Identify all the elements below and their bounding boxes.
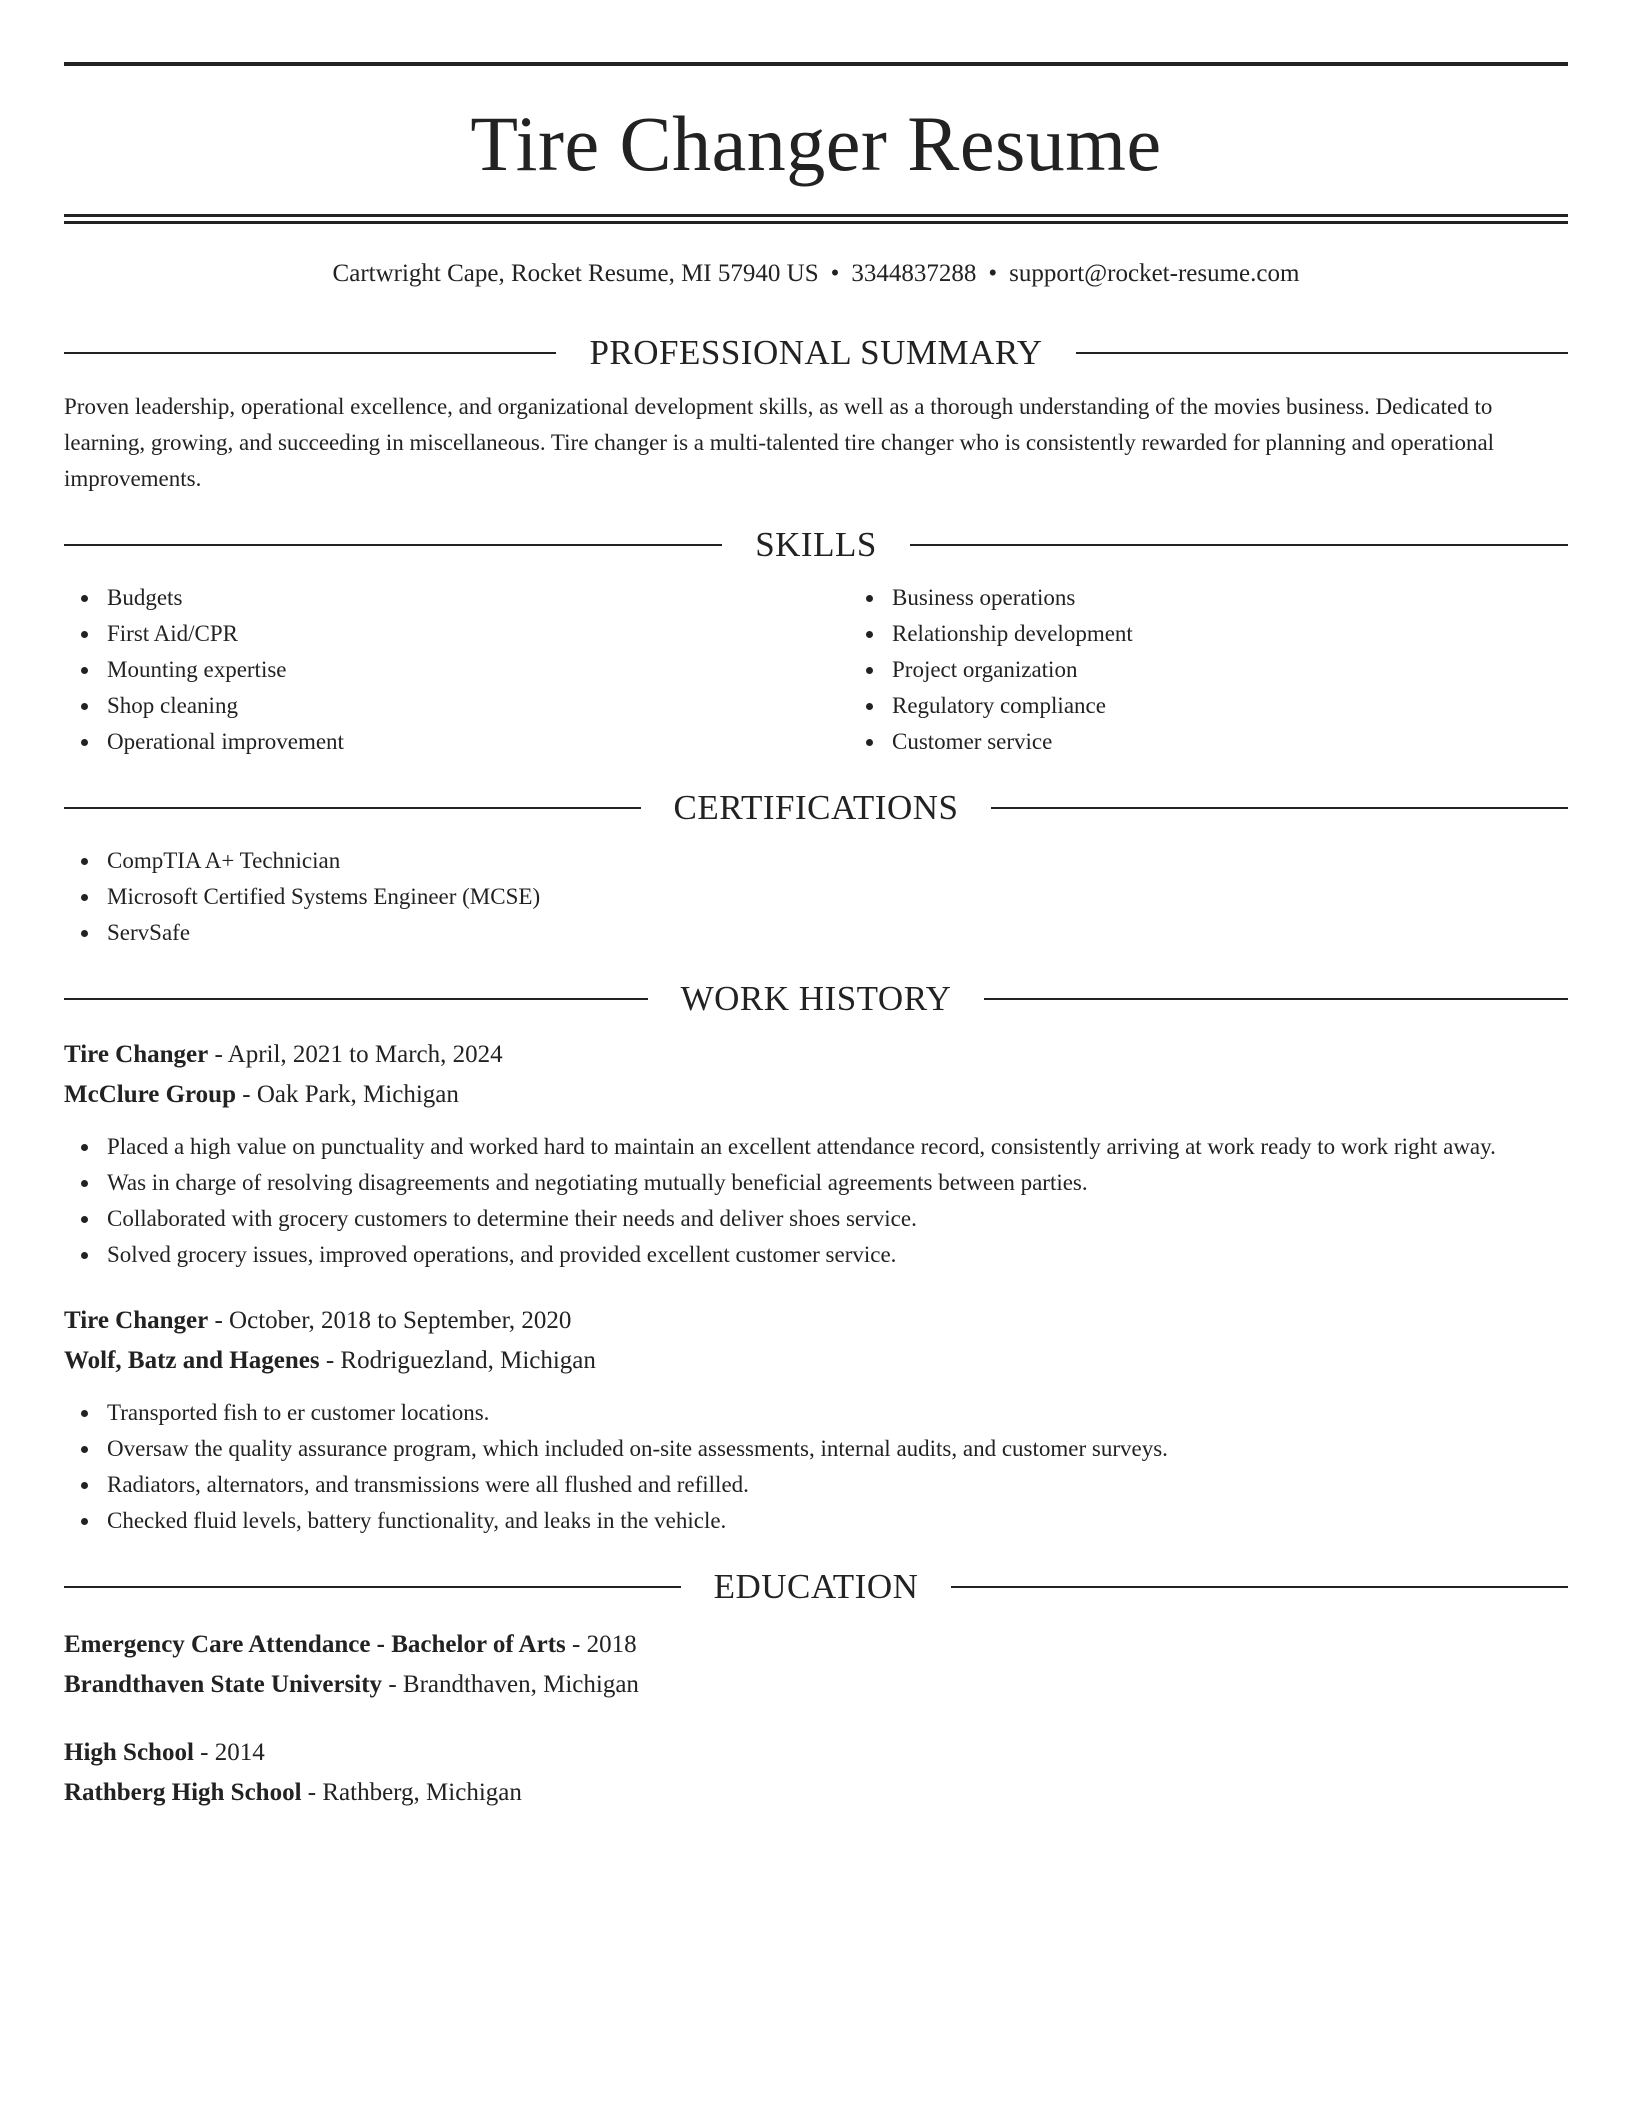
job-bullets: [64, 1129, 1568, 1273]
heading-rule: [64, 1586, 681, 1588]
job-company: Wolf, Batz and Hagenes: [64, 1347, 320, 1374]
job-entry: [64, 1301, 1568, 1539]
section-heading-certifications: [64, 786, 1568, 830]
section-heading-education: [64, 1565, 1568, 1609]
section-heading-work: [64, 977, 1568, 1021]
list-item: CompTIA A+ Technician: [107, 843, 1568, 879]
list-item: Placed a high value on punctuality and worked hard to maintain an excellent attendance record, consistently arriving at work ready to work right away.: [107, 1129, 1568, 1165]
heading-rule: [951, 1586, 1568, 1588]
certifications-list: [64, 843, 1568, 951]
job-title: Tire Changer: [64, 1041, 209, 1068]
job-entry: [64, 1035, 1568, 1273]
section-heading-skills: [64, 523, 1568, 567]
education-school-line: [64, 1665, 1568, 1705]
contact-email: support@rocket-resume.com: [1009, 260, 1300, 287]
heading-rule: [64, 352, 556, 354]
skills-grid: [64, 580, 1568, 760]
education-entry: [64, 1625, 1568, 1705]
list-item: Regulatory compliance: [892, 688, 1568, 724]
job-location: - Oak Park, Michigan: [242, 1081, 459, 1108]
list-item: Oversaw the quality assurance program, which included on-site assessments, internal audits, and customer surveys.: [107, 1431, 1568, 1467]
section-title: PROFESSIONAL SUMMARY: [589, 333, 1043, 372]
list-item: Collaborated with grocery customers to determine their needs and deliver shoes service.: [107, 1201, 1568, 1237]
list-item: Was in charge of resolving disagreements and negotiating mutually beneficial agreements between parties.: [107, 1165, 1568, 1201]
list-item: Budgets: [107, 580, 849, 616]
list-item: Transported fish to er customer locations.: [107, 1395, 1568, 1431]
section-title: SKILLS: [755, 525, 877, 564]
resume-title: Tire Changer Resume: [470, 100, 1162, 187]
list-item: First Aid/CPR: [107, 616, 849, 652]
contact-phone: 3344837288: [851, 260, 977, 287]
job-company-line: [64, 1341, 1568, 1381]
section-heading-summary: [64, 331, 1568, 375]
contact-address: Cartwright Cape, Rocket Resume, MI 57940 US: [332, 260, 819, 287]
job-dates: - April, 2021 to March, 2024: [214, 1041, 503, 1068]
job-title: Tire Changer: [64, 1307, 209, 1334]
skills-list-left: [64, 580, 849, 760]
job-bullets: [64, 1395, 1568, 1539]
education-school-line: [64, 1773, 1568, 1813]
education-school: Brandthaven State University: [64, 1671, 383, 1698]
title-double-rule: [64, 214, 1568, 224]
section-title: WORK HISTORY: [680, 979, 952, 1018]
job-company: McClure Group: [64, 1081, 236, 1108]
section-title: CERTIFICATIONS: [673, 788, 959, 827]
education-location: - Rathberg, Michigan: [307, 1779, 522, 1806]
heading-rule: [64, 544, 722, 546]
contact-separator: •: [830, 260, 840, 287]
job-dates: - October, 2018 to September, 2020: [214, 1307, 572, 1334]
education-degree-line: [64, 1733, 1568, 1773]
contact-separator: •: [988, 260, 998, 287]
list-item: Mounting expertise: [107, 652, 849, 688]
heading-rule: [64, 807, 641, 809]
education-degree-line: [64, 1625, 1568, 1665]
heading-rule: [984, 998, 1568, 1000]
list-item: Solved grocery issues, improved operations, and provided excellent customer service.: [107, 1237, 1568, 1273]
list-item: Radiators, alternators, and transmissions were all flushed and refilled.: [107, 1467, 1568, 1503]
job-title-line: [64, 1035, 1568, 1075]
job-company-line: [64, 1075, 1568, 1115]
heading-rule: [1076, 352, 1568, 354]
list-item: ServSafe: [107, 915, 1568, 951]
summary-paragraph: Proven leadership, operational excellence, and organizational development skills, as well as a thorough understanding of the movies business. Dedicated to learning, growing, and succeeding in miscellaneous. Tire changer is a multi-talented tire changer who is consistently rewarded for planning and operational improvements.: [64, 394, 1495, 491]
list-item: Operational improvement: [107, 724, 849, 760]
education-school: Rathberg High School: [64, 1779, 302, 1806]
list-item: Relationship development: [892, 616, 1568, 652]
education-degree: Emergency Care Attendance - Bachelor of Arts: [64, 1631, 566, 1658]
education-degree: High School: [64, 1739, 194, 1766]
heading-rule: [910, 544, 1568, 546]
skills-list-right: [849, 580, 1568, 760]
list-item: Project organization: [892, 652, 1568, 688]
list-item: Business operations: [892, 580, 1568, 616]
job-title-line: [64, 1301, 1568, 1341]
list-item: Customer service: [892, 724, 1568, 760]
heading-rule: [64, 998, 648, 1000]
education-entry: [64, 1733, 1568, 1813]
top-rule: [64, 62, 1568, 66]
contact-line: [64, 258, 1568, 290]
education-year: - 2018: [572, 1631, 637, 1658]
list-item: Checked fluid levels, battery functionality, and leaks in the vehicle.: [107, 1503, 1568, 1539]
section-title: EDUCATION: [713, 1567, 919, 1606]
list-item: Shop cleaning: [107, 688, 849, 724]
job-location: - Rodriguezland, Michigan: [325, 1347, 596, 1374]
heading-rule: [991, 807, 1568, 809]
list-item: Microsoft Certified Systems Engineer (MCSE): [107, 879, 1568, 915]
education-year: - 2014: [200, 1739, 265, 1766]
education-location: - Brandthaven, Michigan: [388, 1671, 639, 1698]
